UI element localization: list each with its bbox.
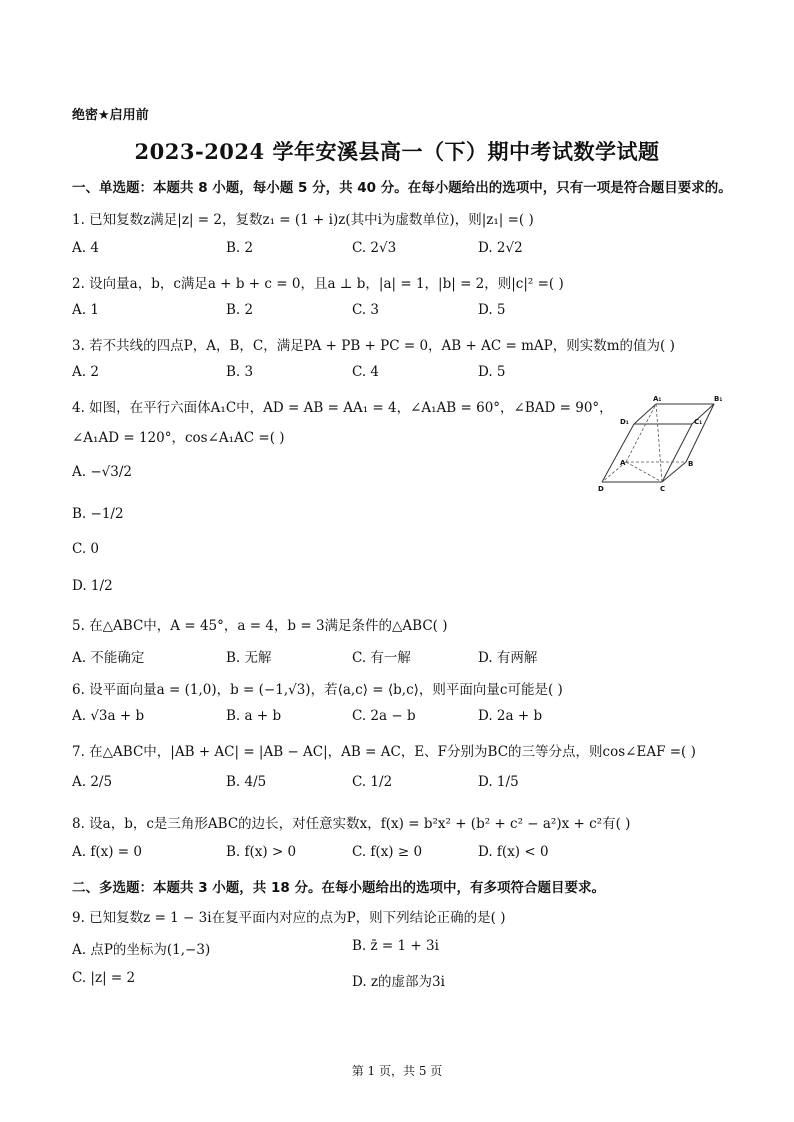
page-footer: 第 1 页，共 5 页	[351, 1064, 443, 1078]
q3-option-a: A. 2	[72, 364, 99, 380]
q3-option-b: B. 3	[226, 364, 254, 380]
q7-option-a: A. 2/5	[72, 774, 113, 790]
label-c1: C₁	[694, 418, 703, 426]
q7-option-c: C. 1/2	[352, 774, 393, 790]
q6-option-b: B. a + b	[226, 708, 282, 724]
section-multi-choice: 二、多选题：本题共 3 小题，共 18 分。在每小题给出的选项中，有多项符合题目要求。	[72, 880, 605, 896]
question-1: 1. 已知复数z满足|z| = 2，复数z₁ = (1 + i)z(其中i为虚数单位)，则|z₁| =( )	[72, 212, 534, 228]
question-4-line-2: ∠A₁AD = 120°，cos∠A₁AC =( )	[72, 430, 285, 446]
q1-option-a: A. 4	[72, 240, 99, 256]
q4-option-a: A. −√3/2	[72, 464, 132, 480]
q7-option-d: D. 1/5	[478, 774, 519, 790]
q5-option-c: C. 有一解	[352, 650, 411, 666]
q6-option-d: D. 2a + b	[478, 708, 543, 724]
question-6: 6. 设平面向量a = (1,0)，b = (−1,√3)，若⟨a,c⟩ = ⟨b,c⟩，则平面向量c可能是( )	[72, 682, 563, 698]
q4-option-d: D. 1/2	[72, 578, 113, 594]
confidential-label: 绝密★启用前	[72, 108, 149, 123]
q5-option-d: D. 有两解	[478, 650, 538, 666]
question-5: 5. 在△ABC中，A = 45°，a = 4，b = 3满足条件的△ABC( )	[72, 618, 448, 634]
q6-option-c: C. 2a − b	[352, 708, 416, 724]
question-3: 3. 若不共线的四点P，A，B，C，满足PA + PB + PC = 0，AB + AC = mAP，则实数m的值为( )	[72, 338, 675, 354]
label-c: C	[660, 485, 666, 493]
q8-option-b: B. f(x) > 0	[226, 844, 297, 860]
label-b: B	[688, 460, 694, 468]
q2-option-c: C. 3	[352, 302, 380, 318]
question-8: 8. 设a，b，c是三角形ABC的边长，对任意实数x，f(x) = b²x² + (b² + c² − a²)x + c²有( )	[72, 816, 631, 832]
q1-option-c: C. 2√3	[352, 240, 397, 256]
q6-option-a: A. √3a + b	[72, 708, 145, 724]
q9-option-c: C. |z| = 2	[72, 970, 136, 986]
question-2: 2. 设向量a，b，c满足a + b + c = 0，且a ⊥ b，|a| = 1，|b| = 2，则|c|² =( )	[72, 276, 564, 292]
q9-option-b: B. z̄ = 1 + 3i	[352, 938, 439, 954]
q2-option-d: D. 5	[478, 302, 506, 318]
q8-option-a: A. f(x) = 0	[72, 844, 142, 860]
q5-option-a: A. 不能确定	[72, 650, 145, 666]
q1-option-d: D. 2√2	[478, 240, 523, 256]
q4-option-b: B. −1/2	[72, 506, 124, 522]
q8-option-d: D. f(x) < 0	[478, 844, 549, 860]
q5-option-b: B. 无解	[226, 650, 272, 666]
label-a1: A₁	[653, 395, 662, 403]
q3-option-c: C. 4	[352, 364, 380, 380]
q2-option-b: B. 2	[226, 302, 254, 318]
label-b1: B₁	[714, 395, 723, 403]
page-title: 2023-2024 学年安溪县高一（下）期中考试数学试题	[134, 139, 660, 164]
q3-option-d: D. 5	[478, 364, 506, 380]
label-d: D	[598, 485, 604, 493]
question-7: 7. 在△ABC中，|AB + AC| = |AB − AC|，AB = AC，E、F分别为BC的三等分点，则cos∠EAF =( )	[72, 744, 696, 760]
label-a: A	[620, 459, 626, 467]
question-9: 9. 已知复数z = 1 − 3i在复平面内对应的点为P，则下列结论正确的是( )	[72, 910, 506, 926]
q8-option-c: C. f(x) ≥ 0	[352, 844, 423, 860]
parallelepiped-figure	[596, 394, 728, 494]
q9-option-a: A. 点P的坐标为(1,−3)	[72, 942, 211, 958]
label-d1: D₁	[620, 418, 629, 426]
question-4-line-1: 4. 如图，在平行六面体A₁C中，AD = AB = AA₁ = 4，∠A₁AB = 60°，∠BAD = 90°，	[72, 400, 613, 416]
q4-option-c: C. 0	[72, 541, 100, 557]
q2-option-a: A. 1	[72, 302, 99, 318]
q9-option-d: D. z的虚部为3i	[352, 974, 445, 990]
q1-option-b: B. 2	[226, 240, 254, 256]
q7-option-b: B. 4/5	[226, 774, 267, 790]
section-single-choice: 一、单选题：本题共 8 小题，每小题 5 分，共 40 分。在每小题给出的选项中，只有一项是符合题目要求的。	[72, 180, 732, 196]
